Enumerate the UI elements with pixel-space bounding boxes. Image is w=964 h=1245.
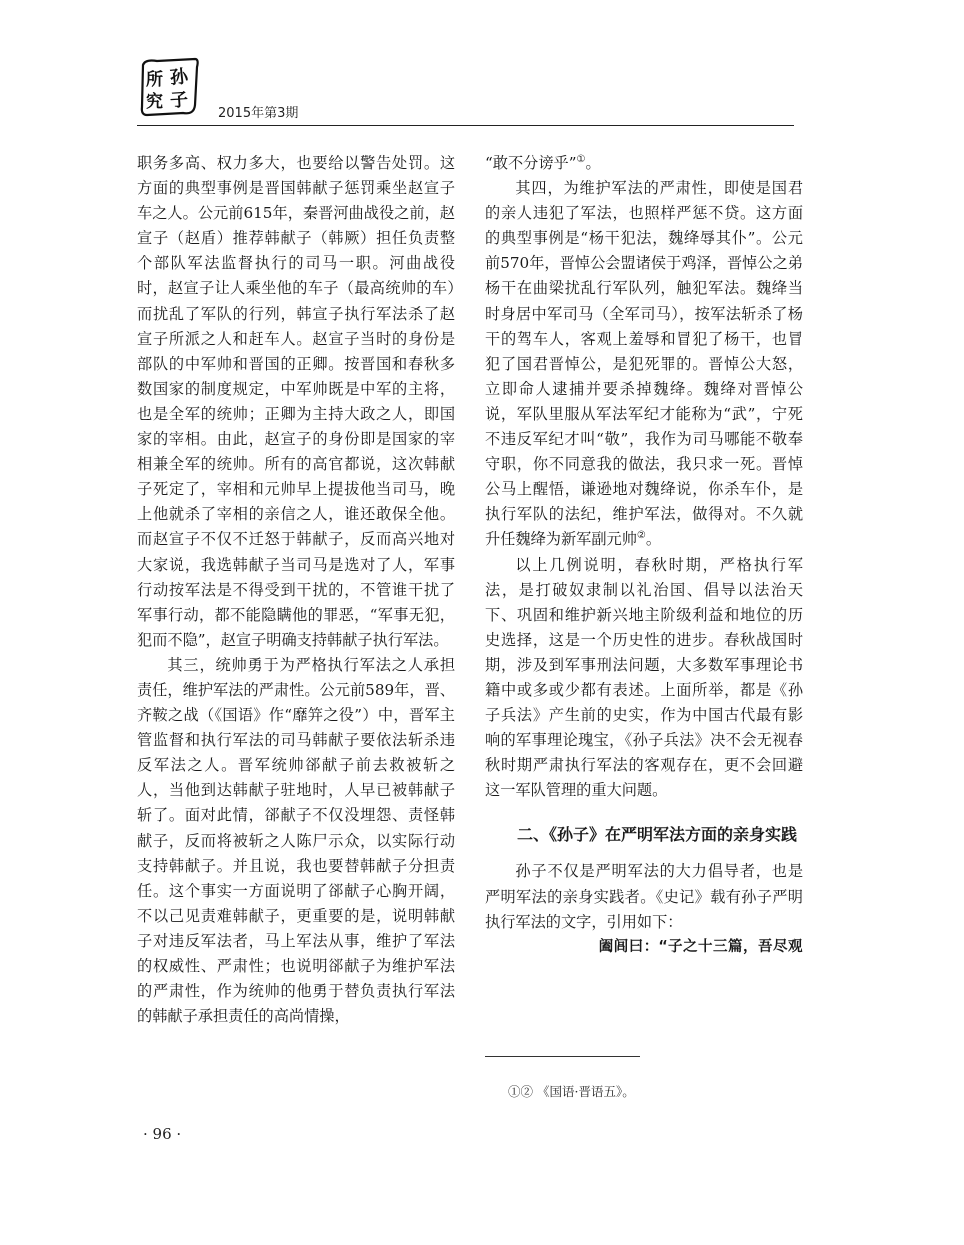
page-number: · 96 ·: [143, 1125, 182, 1143]
logo-text-right: 孙: [169, 66, 190, 89]
logo-text-left: 所: [146, 70, 163, 90]
right-paragraph-continuation: “敢不分谤乎”①。: [485, 153, 601, 172]
right-paragraph-4: 其四，为维护军法的严肃性，即使是国君的亲人违犯了军法，也照样严惩不贷。这方面的典型事例是“杨干犯法，魏绛辱其仆”。公元前570年，晋悼公会盟诸侯于鸡泽，晋悼公之弟杨干在曲梁扰乱行军队列，触犯军法。魏绛当时身居中军司马（全军司马），按军法斩杀了杨干的驾车人，客观上羞辱和冒犯了杨干，也冒犯了国君晋悼公，是犯死罪的。晋悼公大怒，立即命人逮捕并要杀掉魏绛。魏绛对晋悼公说，军队里服从军法军纪才能称为“武”，宁死不违反军纪才叫“敬”，我作为司马哪能不敬奉守职，你不同意我的做法，我只求一死。晋悼公马上醒悟，谦逊地对魏绛说，你杀车仆，是执行军队的法纪，维护军法，做得对。不久就升任魏绛为新军副元帅②。: [485, 179, 803, 549]
footnote-rule: [485, 1056, 640, 1057]
footnote: ①② 《国语·晋语五》。: [508, 1084, 635, 1099]
right-column: [485, 151, 803, 960]
logo-text-left-2: 究: [146, 92, 163, 112]
left-column: [137, 151, 455, 1029]
header-rule: [137, 125, 794, 126]
journal-logo: [137, 55, 201, 119]
left-paragraph-2: 其三，统帅勇于为严格执行军法之人承担责任，维护军法的严肃性。公元前589年，晋、齐鞍之战（《国语》作“靡笄之役”）中，晋军主管监督和执行军法的司马韩献子要依法斩杀违反军法之人。晋军统帅郤献子前去救被斩之人，当他到达韩献子驻地时，人早已被韩献子斩了。面对此情，郤献子不仅没埋怨、责怪韩献子，反而将被斩之人陈尸示众，以实际行动支持韩献子。并且说，我也要替韩献子分担责任。这个事实一方面说明了郤献子心胸开阔，不以己见责难韩献子，更重要的是，说明韩献子对违反军法者，马上军法从事，维护了军法的权威性、严肃性；也说明郤献子为维护军法的严肃性，作为统帅的他勇于替负责执行军法的韩献子承担责任的高尚情操，: [137, 655, 455, 1026]
journal-issue: 2015年第3期: [218, 106, 299, 121]
section-heading: 二、《孙子》在严明军法方面的亲身实践: [517, 825, 798, 845]
right-paragraph-6: 孙子不仅是严明军法的大力倡导者，也是严明军法的亲身实践者。《史记》载有孙子严明执行军法的文字，引用如下：: [485, 862, 803, 931]
left-paragraph-1: 职务多高、权力多大，也要给以警告处罚。这方面的典型事例是晋国韩献子惩罚乘坐赵宣子车之人。公元前615年，秦晋河曲战役之前，赵宣子（赵盾）推荐韩献子（韩厥）担任负责整个部队军法监督执行的司马一职。河曲战役时，赵宣子让人乘坐他的车子（最高统帅的车）而扰乱了军队的行列，韩宣子执行军法杀了赵宣子所派之人和赶车人。赵宣子当时的身份是部队的中军帅和晋国的正卿。按晋国和春秋多数国家的制度规定，中军帅既是中军的主将，也是全军的统帅；正卿为主持大政之人，即国家的宰相。由此，赵宣子的身份即是国家的宰相兼全军的统帅。所有的高官都说，这次韩献子死定了，宰相和元帅早上提拔他当司马，晚上他就杀了宰相的亲信之人，谁还敢保全他。而赵宣子不仅不迁怒于韩献子，反而高兴地对大家说，我选韩献子当司马是选对了人，军事行动按军法是不得受到干扰的，不管谁干扰了军事行动，都不能隐瞒他的罪恶，“军事无犯，犯而不隐”，赵宣子明确支持韩献子执行军法。: [137, 154, 455, 649]
footnote-ref-2[interactable]: ②: [636, 530, 646, 542]
quote-line: 阖闾曰：“子之十三篇，吾尽观: [598, 938, 803, 955]
right-paragraph-5: 以上几例说明，春秋时期，严格执行军法，是打破奴隶制以礼治国、倡导以法治天下、巩固和维护新兴地主阶级利益和地位的历史选择，这是一个历史性的进步。春秋战国时期，涉及到军事刑法问题，大多数军事理论书籍中或多或少都有表述。上面所举，都是《孙子兵法》产生前的史实，作为中国古代最有影响的军事理论瑰宝，《孙子兵法》决不会无视春秋时期严肃执行军法的客观存在，更不会回避这一军队管理的重大问题。: [485, 555, 803, 800]
logo-text-right-2: 子: [169, 89, 189, 112]
footnote-ref-1[interactable]: ①: [576, 153, 586, 165]
